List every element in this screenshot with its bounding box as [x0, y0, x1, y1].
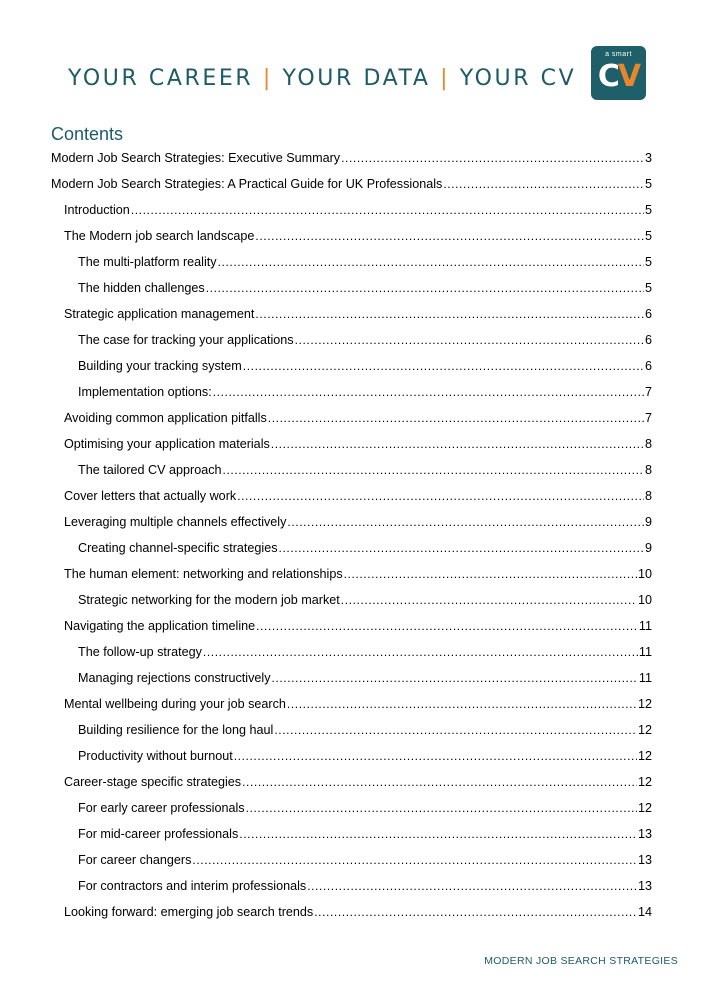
toc-entry[interactable]: [51, 483, 652, 509]
toc-entry[interactable]: [51, 639, 652, 665]
toc-entry-title: Building resilience for the long haul: [78, 723, 274, 737]
toc-entry-title: The human element: networking and relationships: [64, 567, 343, 581]
toc-entry-page-number: 13: [637, 879, 652, 893]
toc-entry[interactable]: [51, 353, 652, 379]
toc-entry-title: Career-stage specific strategies: [64, 775, 242, 789]
toc-entry-title: Creating channel-specific strategies: [78, 541, 278, 555]
toc-entry[interactable]: [51, 327, 652, 353]
toc-entry-title: Managing rejections constructively: [78, 671, 271, 685]
toc-entry-page-number: 5: [644, 229, 652, 243]
toc-entry-page-number: 9: [644, 515, 652, 529]
header-title-career: YOUR CAREER: [68, 66, 254, 91]
header-separator: |: [440, 66, 451, 91]
toc-entry-title: The follow-up strategy: [78, 645, 202, 659]
toc-entry[interactable]: [51, 691, 652, 717]
toc-dot-leader: [223, 457, 644, 483]
toc-dot-leader: [213, 379, 644, 405]
toc-entry[interactable]: [51, 561, 652, 587]
toc-entry-title: Leveraging multiple channels effectively: [64, 515, 287, 529]
toc-entry-page-number: 5: [644, 177, 652, 191]
toc-entry-title: Modern Job Search Strategies: A Practical Guide for UK Professionals: [51, 177, 443, 191]
toc-entry[interactable]: [51, 275, 652, 301]
toc-entry-title: Avoiding common application pitfalls: [64, 411, 267, 425]
toc-dot-leader: [255, 223, 644, 249]
logo-mark-c: C: [597, 59, 618, 94]
footer-document-title: MODERN JOB SEARCH STRATEGIES: [484, 955, 678, 967]
toc-entry[interactable]: [51, 431, 652, 457]
toc-entry-page-number: 12: [637, 749, 652, 763]
toc-dot-leader: [192, 847, 637, 873]
header-title-cv: YOUR CV: [459, 66, 577, 91]
toc-dot-leader: [272, 665, 638, 691]
toc-entry-page-number: 5: [644, 255, 652, 269]
toc-entry[interactable]: [51, 145, 652, 171]
toc-entry-page-number: 11: [638, 619, 652, 633]
toc-entry-page-number: 12: [637, 723, 652, 737]
toc-entry-page-number: 11: [638, 645, 652, 659]
toc-dot-leader: [255, 301, 644, 327]
toc-entry-title: The multi-platform reality: [78, 255, 217, 269]
toc-entry-title: The case for tracking your applications: [78, 333, 294, 347]
toc-entry-title: For career changers: [78, 853, 192, 867]
logo-tagline: a smart: [605, 51, 632, 58]
toc-entry-page-number: 5: [644, 203, 652, 217]
toc-entry[interactable]: [51, 379, 652, 405]
toc-entry[interactable]: [51, 821, 652, 847]
toc-entry-page-number: 13: [637, 827, 652, 841]
toc-entry-page-number: 9: [644, 541, 652, 555]
toc-entry[interactable]: [51, 665, 652, 691]
smart-cv-logo: [591, 46, 646, 100]
toc-entry-page-number: 7: [644, 385, 652, 399]
toc-dot-leader: [271, 431, 644, 457]
toc-entry[interactable]: [51, 457, 652, 483]
toc-entry-title: Productivity without burnout: [78, 749, 233, 763]
toc-entry-page-number: 8: [644, 489, 652, 503]
toc-entry[interactable]: [51, 249, 652, 275]
toc-entry-title: The hidden challenges: [78, 281, 205, 295]
toc-dot-leader: [131, 197, 644, 223]
toc-entry-page-number: 14: [637, 905, 652, 919]
logo-mark: [591, 60, 646, 94]
table-of-contents: [51, 145, 652, 925]
toc-entry[interactable]: [51, 197, 652, 223]
toc-dot-leader: [268, 405, 644, 431]
toc-entry[interactable]: [51, 899, 652, 925]
toc-entry-page-number: 8: [644, 437, 652, 451]
toc-entry-title: Optimising your application materials: [64, 437, 270, 451]
toc-dot-leader: [287, 509, 644, 535]
header-title: [68, 66, 576, 91]
toc-entry-title: Cover letters that actually work: [64, 489, 237, 503]
contents-heading: Contents: [51, 124, 124, 144]
toc-entry-title: Mental wellbeing during your job search: [64, 697, 286, 711]
toc-dot-leader: [287, 691, 637, 717]
toc-dot-leader: [234, 743, 637, 769]
toc-entry-page-number: 6: [644, 307, 652, 321]
toc-dot-leader: [243, 353, 644, 379]
toc-entry-title: Introduction: [64, 203, 130, 217]
toc-entry-title: Looking forward: emerging job search trends: [64, 905, 314, 919]
toc-entry-page-number: 12: [637, 801, 652, 815]
toc-dot-leader: [206, 275, 644, 301]
toc-entry[interactable]: [51, 509, 652, 535]
toc-entry-title: Building your tracking system: [78, 359, 242, 373]
toc-dot-leader: [239, 821, 637, 847]
toc-dot-leader: [295, 327, 644, 353]
toc-entry-page-number: 10: [637, 593, 652, 607]
toc-dot-leader: [344, 561, 637, 587]
toc-entry[interactable]: [51, 795, 652, 821]
toc-entry-page-number: 10: [637, 567, 652, 581]
toc-dot-leader: [246, 795, 637, 821]
toc-entry[interactable]: [51, 717, 652, 743]
toc-entry-page-number: 12: [637, 775, 652, 789]
header-title-data: YOUR DATA: [282, 66, 431, 91]
toc-entry[interactable]: [51, 223, 652, 249]
toc-entry[interactable]: [51, 535, 652, 561]
toc-entry[interactable]: [51, 847, 652, 873]
toc-entry[interactable]: [51, 873, 652, 899]
toc-entry-page-number: 6: [644, 359, 652, 373]
toc-dot-leader: [307, 873, 637, 899]
toc-entry-page-number: 5: [644, 281, 652, 295]
toc-entry-page-number: 6: [644, 333, 652, 347]
toc-entry-page-number: 11: [638, 671, 652, 685]
toc-dot-leader: [341, 145, 644, 171]
toc-entry-title: Modern Job Search Strategies: Executive Summary: [51, 151, 341, 165]
toc-dot-leader: [218, 249, 644, 275]
toc-dot-leader: [279, 535, 644, 561]
toc-entry-title: Strategic networking for the modern job market: [78, 593, 340, 607]
toc-dot-leader: [203, 639, 638, 665]
toc-dot-leader: [274, 717, 637, 743]
toc-entry[interactable]: [51, 301, 652, 327]
toc-entry-page-number: 7: [644, 411, 652, 425]
toc-dot-leader: [242, 769, 637, 795]
toc-entry-title: Navigating the application timeline: [64, 619, 256, 633]
logo-mark-v: V: [617, 59, 640, 94]
toc-entry-title: For early career professionals: [78, 801, 245, 815]
toc-entry-page-number: 13: [637, 853, 652, 867]
toc-dot-leader: [314, 899, 637, 925]
toc-entry-title: Implementation options:: [78, 385, 212, 399]
toc-dot-leader: [443, 171, 644, 197]
toc-entry-page-number: 12: [637, 697, 652, 711]
toc-entry-title: For mid-career professionals: [78, 827, 239, 841]
toc-entry[interactable]: [51, 405, 652, 431]
toc-dot-leader: [237, 483, 644, 509]
toc-entry-page-number: 8: [644, 463, 652, 477]
toc-entry-page-number: 3: [644, 151, 652, 165]
toc-entry[interactable]: [51, 171, 652, 197]
toc-entry[interactable]: [51, 769, 652, 795]
toc-entry[interactable]: [51, 587, 652, 613]
toc-entry[interactable]: [51, 613, 652, 639]
toc-entry-title: Strategic application management: [64, 307, 255, 321]
toc-dot-leader: [256, 613, 638, 639]
toc-entry-title: The tailored CV approach: [78, 463, 222, 477]
toc-dot-leader: [341, 587, 637, 613]
header-separator: |: [262, 66, 273, 91]
toc-entry-title: The Modern job search landscape: [64, 229, 255, 243]
toc-entry[interactable]: [51, 743, 652, 769]
toc-entry-title: For contractors and interim professionals: [78, 879, 307, 893]
